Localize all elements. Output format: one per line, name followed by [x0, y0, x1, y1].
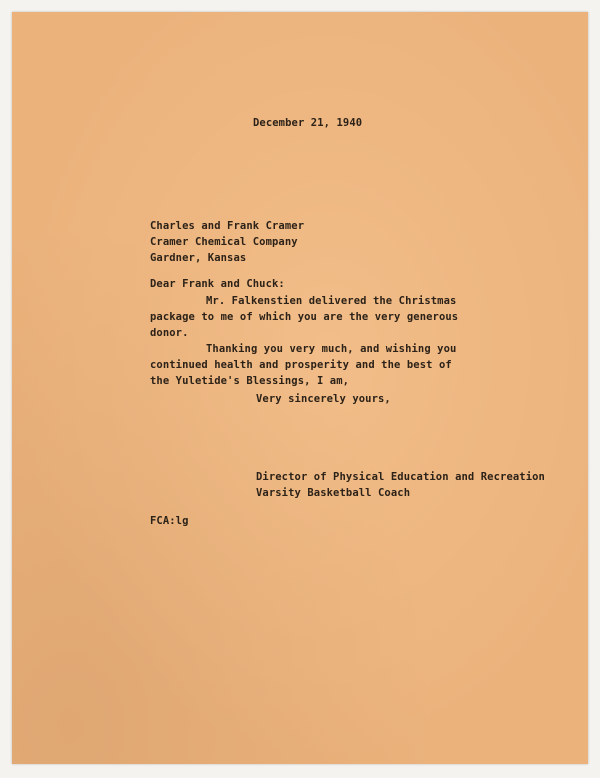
recipient-location: Gardner, Kansas [150, 252, 247, 264]
complimentary-closing: Very sincerely yours, [256, 393, 391, 405]
paragraph-line: Mr. Falkenstien delivered the Christmas [206, 295, 457, 307]
reference-initials: FCA:lg [150, 515, 189, 527]
letter-page [12, 12, 588, 764]
salutation: Dear Frank and Chuck: [150, 278, 285, 290]
paragraph-line: the Yuletide's Blessings, I am, [150, 375, 350, 387]
paragraph-line: continued health and prosperity and the best of [150, 359, 452, 371]
recipient-name: Charles and Frank Cramer [150, 220, 305, 232]
paragraph-line: donor. [150, 327, 189, 339]
paragraph-line: Thanking you very much, and wishing you [206, 343, 457, 355]
signature-title-line: Director of Physical Education and Recreation [256, 471, 545, 483]
signature-title-line: Varsity Basketball Coach [256, 487, 411, 499]
letter-date: December 21, 1940 [253, 117, 363, 129]
paragraph-line: package to me of which you are the very generous [150, 311, 459, 323]
recipient-company: Cramer Chemical Company [150, 236, 298, 248]
